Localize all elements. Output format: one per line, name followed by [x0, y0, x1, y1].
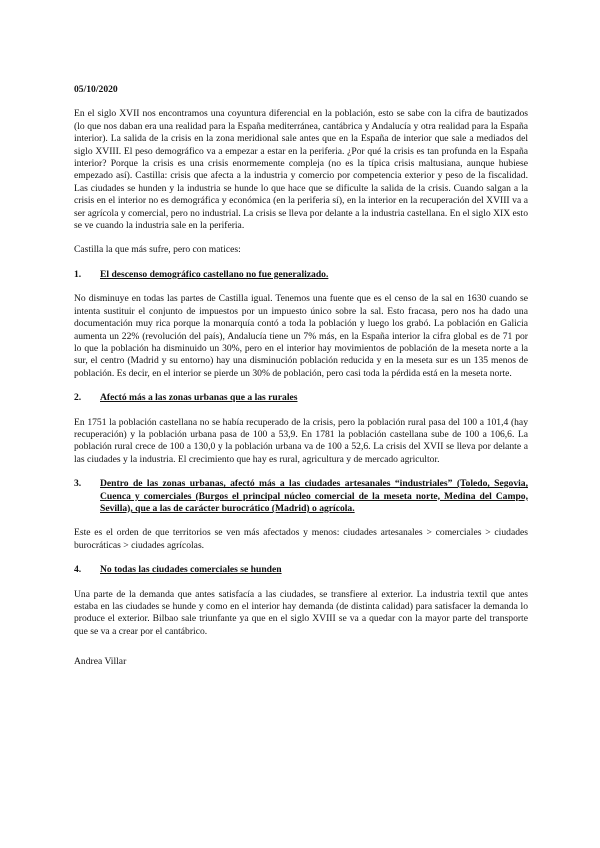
section-1-title: El descenso demográfico castellano no fue generalizado.: [100, 268, 329, 280]
author-signature: Andrea Villar: [74, 656, 127, 668]
section-1-body: No disminuye en todas las partes de Castilla igual. Tenemos una fuente que es el censo de la sal en 1630 cuando se intenta sustituir el conjunto de impuestos por un impuesto único sobre la sal. Esto fracasa, pero nos ha dado una documentación muy rica porque la monarquía contó a toda la población y luego los grabó. La población en Galicia aumenta un 22% (revolución del país), Andalucía tiene un 7% más, en la España interior la cifra global es de 71 por lo que la población ha disminuido un 30%, pero en el interior hay movimientos de población de la meseta norte a la sur, el centro (Madrid y su entorno) hay una disminución población reducida y en la meseta sur es un 135 menos de población. Es decir, en el interior se pierde un 30% de población, pero casi toda la pérdida está en la meseta norte.: [74, 293, 528, 379]
document-content: [74, 84, 528, 669]
section-3-body: Este es el orden de que territorios se ven más afectados y menos: ciudades artesanales > comerciales > ciudades burocráticas > ciudades agrícolas.: [74, 527, 528, 551]
section-2-title: Afectó más a las zonas urbanas que a las rurales: [100, 392, 298, 404]
section-3-number: 3.: [74, 478, 82, 490]
section-2-number: 2.: [74, 392, 82, 404]
section-4-title: No todas las ciudades comerciales se hunden: [100, 564, 282, 576]
section-3-heading: [74, 478, 528, 515]
section-2-heading: [74, 392, 528, 404]
section-4-heading: [74, 564, 528, 576]
lead-paragraph: Castilla la que más sufre, pero con matices:: [74, 244, 241, 256]
section-3-title: Dentro de las zonas urbanas, afectó más a las ciudades artesanales “industriales” (Toledo, Segovia, Cuenca y comerciales (Burgos el principal núcleo comercial de la meseta norte, Medina del Campo, Sevilla), que a las de carácter burocrático (Madrid) o agrícola.: [100, 478, 528, 514]
section-1-heading: [74, 269, 528, 281]
intro-paragraph: En el siglo XVII nos encontramos una coyuntura diferencial en la población, esto se sabe con la cifra de bautizados (lo que nos daban era una realidad para la España mediterránea, cantábrica y Andalucía y otra realidad para la España interior). La salida de la crisis en la zona meridional sale antes que en la España de interior que sale a mediados del siglo XVIII. El peso demográfico va a empezar a estar en la periferia. ¿Por qué la crisis es tan profunda en la España interior? Porque la crisis es una crisis enormemente compleja (no es la típica crisis maltusiana, aunque hubiese empezado así). Castilla: crisis que afecta a la industria y comercio por competencia exterior y peso de la fiscalidad. Las ciudades se hunden y la industria se hunde lo que hace que se dificulte la salida de la crisis. Cuando salgan a la crisis en el interior no es demográfica y económica (en la periferia sí), en la interior en la recuperación del XVIII va a ser agrícola y comercial, pero no industrial. La crisis se lleva por delante a la industria castellana. En el siglo XIX esto se ve cuando la industria sale en la periferia.: [74, 108, 528, 232]
section-2-body: En 1751 la población castellana no se había recuperado de la crisis, pero la población rural pasa del 100 a 101,4 (hay recuperación) y la población urbana pasa de 100 a 53,9. En 1781 la población castellana sube de 100 a 106,6. La población rural crece de 100 a 130,0 y la población urbana va de 100 a 52,6. La crisis del XVII se lleva por delante a las ciudades y la industria. El crecimiento que hay es rural, agricultura y de mercado agricultor.: [74, 416, 528, 465]
section-4-number: 4.: [74, 564, 82, 576]
section-1-number: 1.: [74, 268, 82, 280]
section-4-body: Una parte de la demanda que antes satisfacía a las ciudades, se transfiere al exterior. La industria textil que antes estaba en las ciudades se hunde y como en el interior hay demanda (de distinta calidad) para satisfacer la demanda lo produce el exterior. Bilbao sale triunfante ya que en el siglo XVIII se va a quedar con la mayor parte del transporte que se va a crear por el cantábrico.: [74, 588, 528, 637]
document-date: 05/10/2020: [74, 84, 118, 95]
